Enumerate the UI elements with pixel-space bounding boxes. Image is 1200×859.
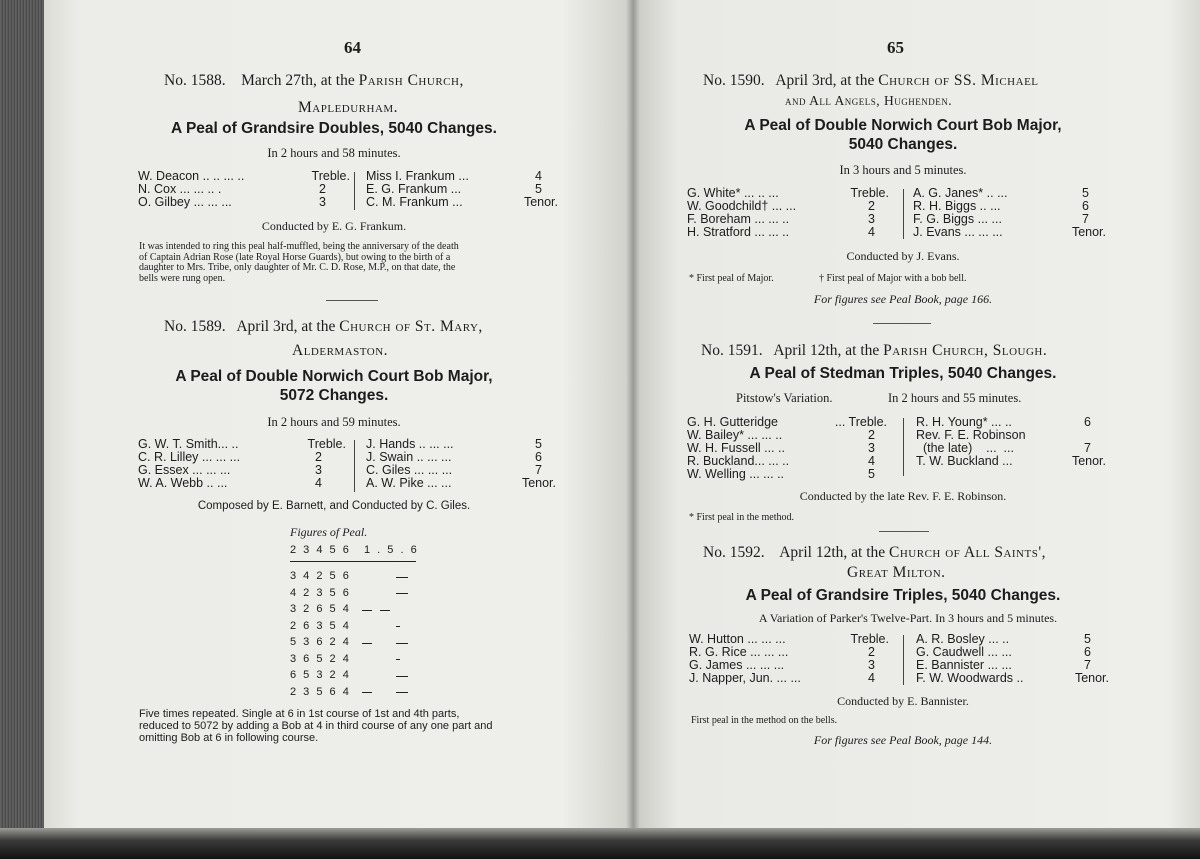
peal-1589-composer: Composed by E. Barnett, and Conducted by C. Giles. xyxy=(197,500,471,512)
peal-1589-footer: Five times repeated. Single at 6 in 1st course of 1st and 4th parts, reduced to 5072 by adding a Bob at 4 in third course of any one part and omitting Bob at 6 in following course. xyxy=(139,708,493,744)
right-page xyxy=(633,0,1200,832)
peal-1588-heading: No. 1588. March 27th, at the Parish Church, xyxy=(164,72,464,89)
ringer: Rev. F. E. Robinson xyxy=(916,428,1026,442)
ringer: W. Goodchild† ... ... 2 xyxy=(687,199,875,213)
ringer: E. G. Frankum ... 5 xyxy=(366,182,542,196)
peal-1590-conductor: Conducted by J. Evans. xyxy=(846,249,960,263)
call-mark xyxy=(362,610,372,611)
column-divider xyxy=(903,189,904,239)
ringer: G. James ... ... ... 3 xyxy=(689,658,875,672)
ringer: W. Hutton ... ... ... Treble. xyxy=(689,632,889,646)
ringer: W. Deacon .. .. ... .. Treble. xyxy=(138,169,350,183)
ringer: A. G. Janes* .. ... 5 xyxy=(913,186,1089,200)
figure-row: 2 6 3 5 4 xyxy=(290,619,351,632)
ringer: A. R. Bosley ... .. 5 xyxy=(916,632,1091,646)
peal-1590-heading: No. 1590. April 3rd, at the Church of SS. Michael xyxy=(703,72,1039,89)
peal-1589-title-line2: 5072 Changes. xyxy=(279,387,389,404)
figures-rule xyxy=(290,561,416,562)
ringer: F. Boreham ... ... .. 3 xyxy=(687,212,875,226)
figure-row: 3 4 2 5 6 xyxy=(290,570,351,582)
figures-rows xyxy=(290,568,351,700)
peal-1591-heading: No. 1591. April 12th, at the Parish Church, Slough. xyxy=(701,342,1048,359)
ringer: C. Giles ... ... ... 7 xyxy=(366,463,542,477)
ringer: A. W. Pike ... ... Tenor. xyxy=(366,476,556,490)
ringer: G. White* ... .. ... Treble. xyxy=(687,186,889,200)
peal-1589-heading: No. 1589. April 3rd, at the Church of St. Mary, xyxy=(164,318,483,335)
peal-1591-title: A Peal of Stedman Triples, 5040 Changes. xyxy=(749,365,1057,382)
ringer: R. H. Biggs .. ... 6 xyxy=(913,199,1089,213)
peal-1592-ringers-right xyxy=(916,633,1109,685)
page-edges xyxy=(0,0,46,859)
page-number-right: 65 xyxy=(887,38,904,57)
peal-1589-place: Aldermaston. xyxy=(292,342,389,359)
ringer: C. M. Frankum ... Tenor. xyxy=(366,195,558,209)
peal-1590-title-line2: 5040 Changes. xyxy=(848,136,958,153)
peal-1590-title-line1: A Peal of Double Norwich Court Bob Major, xyxy=(744,117,1062,134)
ringer: Miss I. Frankum ... 4 xyxy=(366,169,542,183)
peal-1588-place: Mapledurham. xyxy=(298,99,399,116)
peal-1592-heading: No. 1592. April 12th, at the Church of All Saints', xyxy=(703,544,1046,561)
ringer: E. Bannister ... ... 7 xyxy=(916,658,1091,672)
column-divider xyxy=(354,440,355,492)
call-mark xyxy=(396,659,400,660)
ringer: J. Evans ... ... ... Tenor. xyxy=(913,225,1106,239)
peal-1589-title-line1: A Peal of Double Norwich Court Bob Major, xyxy=(175,368,493,385)
peal-1589-ringers-right xyxy=(366,438,556,490)
ringer: T. W. Buckland ... Tenor. xyxy=(916,454,1106,468)
ringer: G. H. Gutteridge ... Treble. xyxy=(687,415,887,429)
ringer: G. W. T. Smith... .. Treble. xyxy=(138,437,346,451)
peal-1590-footnote-a: * First peal of Major. xyxy=(689,273,774,284)
call-mark xyxy=(396,593,408,594)
peal-1592-variation: A Variation of Parker's Twelve-Part. In 3 hours and 5 minutes. xyxy=(758,611,1058,625)
page-bottom-edge xyxy=(0,828,1200,859)
peal-1588-ringers-left xyxy=(138,170,350,209)
ringer: J. Swain .. ... ... 6 xyxy=(366,450,542,464)
peal-1590-ringers-left xyxy=(687,187,889,239)
ringer: W. Welling ... ... .. 5 xyxy=(687,467,875,481)
separator xyxy=(879,531,929,532)
ringer: G. Essex ... ... ... 3 xyxy=(138,463,322,477)
ringer: C. R. Lilley ... ... ... 2 xyxy=(138,450,322,464)
figure-row: 3 2 6 5 4 xyxy=(290,603,351,615)
peal-1591-variation: Pitstow's Variation. xyxy=(736,391,833,405)
ringer: R. H. Young* ... .. 6 xyxy=(916,415,1091,429)
peal-1590-place: and All Angels, Hughenden. xyxy=(785,93,953,108)
call-mark xyxy=(362,643,372,644)
peal-1590-figures-ref: For figures see Peal Book, page 166. xyxy=(813,292,993,306)
ringer: J. Hands .. ... ... 5 xyxy=(366,437,542,451)
call-mark xyxy=(396,643,408,644)
ringer: H. Stratford ... ... .. 4 xyxy=(687,225,875,239)
ringer: N. Cox ... ... .. . 2 xyxy=(138,182,326,196)
ringer: F. G. Biggs ... ... 7 xyxy=(913,212,1089,226)
peal-1588-note: It was intended to ring this peal half-muffled, being the anniversary of the death of Captain Adrian Rose (late Royal Horse Guards), but owing to the birth of a daughter to Mrs. Tribe, only daughter of Mr. C. D. Rose, M.P., on that date, the bells were rung open. xyxy=(139,241,459,284)
column-divider xyxy=(903,418,904,476)
ringer: F. W. Woodwards .. Tenor. xyxy=(916,671,1109,685)
peal-1588-ringers-right xyxy=(366,170,558,209)
ringer: (the late) ... ... 7 xyxy=(916,441,1091,455)
ringer: J. Napper, Jun. ... ... 4 xyxy=(689,671,875,685)
ringer: R. Buckland... ... .. 4 xyxy=(687,454,875,468)
peal-1591-conductor: Conducted by the late Rev. F. E. Robinson. xyxy=(799,489,1007,503)
ringer: R. G. Rice ... ... ... 2 xyxy=(689,645,875,659)
call-mark xyxy=(362,692,372,693)
peal-1592-place: Great Milton. xyxy=(847,564,946,581)
peal-1592-footnote: First peal in the method on the bells. xyxy=(691,715,838,726)
ringer: O. Gilbey ... ... ... 3 xyxy=(138,195,326,209)
peal-1591-ringers-right xyxy=(916,416,1106,468)
peal-1592-figures-ref: For figures see Peal Book, page 144. xyxy=(813,733,993,747)
figures-header-rows: 2 3 4 5 6 xyxy=(290,544,351,556)
peal-1592-conductor: Conducted by E. Bannister. xyxy=(837,694,969,708)
figure-row: 5 3 6 2 4 xyxy=(290,636,351,648)
ringer: G. Caudwell ... ... 6 xyxy=(916,645,1091,659)
peal-1590-footnote-b: † First peal of Major with a bob bell. xyxy=(819,273,967,284)
left-page xyxy=(44,0,633,832)
call-mark xyxy=(396,676,408,677)
peal-1588-duration: In 2 hours and 58 minutes. xyxy=(267,146,401,160)
call-mark xyxy=(380,610,390,611)
figure-row: 2 3 5 6 4 xyxy=(290,685,351,698)
figure-row: 4 2 3 5 6 xyxy=(290,586,351,599)
peal-1589-duration: In 2 hours and 59 minutes. xyxy=(267,415,401,429)
figures-title: Figures of Peal. xyxy=(290,525,368,539)
figures-header-calls: 1 . 5 . 6 xyxy=(364,544,419,556)
figure-row: 3 6 5 2 4 xyxy=(290,652,351,665)
ringer: W. H. Fussell ... .. 3 xyxy=(687,441,875,455)
figure-row: 6 5 3 2 4 xyxy=(290,669,351,681)
peal-1592-ringers-left xyxy=(689,633,889,685)
peal-1588-conductor: Conducted by E. G. Frankum. xyxy=(261,219,407,233)
separator xyxy=(326,300,378,301)
peal-1590-ringers-right xyxy=(913,187,1106,239)
separator xyxy=(873,323,931,324)
call-mark xyxy=(396,692,408,693)
column-divider xyxy=(354,172,355,210)
column-divider xyxy=(903,635,904,685)
peal-1588-title: A Peal of Grandsire Doubles, 5040 Changes. xyxy=(171,120,497,137)
ringer: W. Bailey* ... ... .. 2 xyxy=(687,428,875,442)
peal-1591-ringers-left xyxy=(687,416,887,481)
ringer: W. A. Webb .. ... 4 xyxy=(138,476,322,490)
peal-1592-title: A Peal of Grandsire Triples, 5040 Changes. xyxy=(745,587,1061,604)
peal-1591-duration: In 2 hours and 55 minutes. xyxy=(888,391,1022,405)
peal-1589-ringers-left xyxy=(138,438,346,490)
page-number-left: 64 xyxy=(344,38,361,57)
call-mark xyxy=(396,577,408,578)
call-mark xyxy=(396,626,400,627)
book-gutter xyxy=(626,0,640,832)
peal-1591-footnote: * First peal in the method. xyxy=(689,512,794,523)
peal-1590-duration: In 3 hours and 5 minutes. xyxy=(839,163,967,177)
